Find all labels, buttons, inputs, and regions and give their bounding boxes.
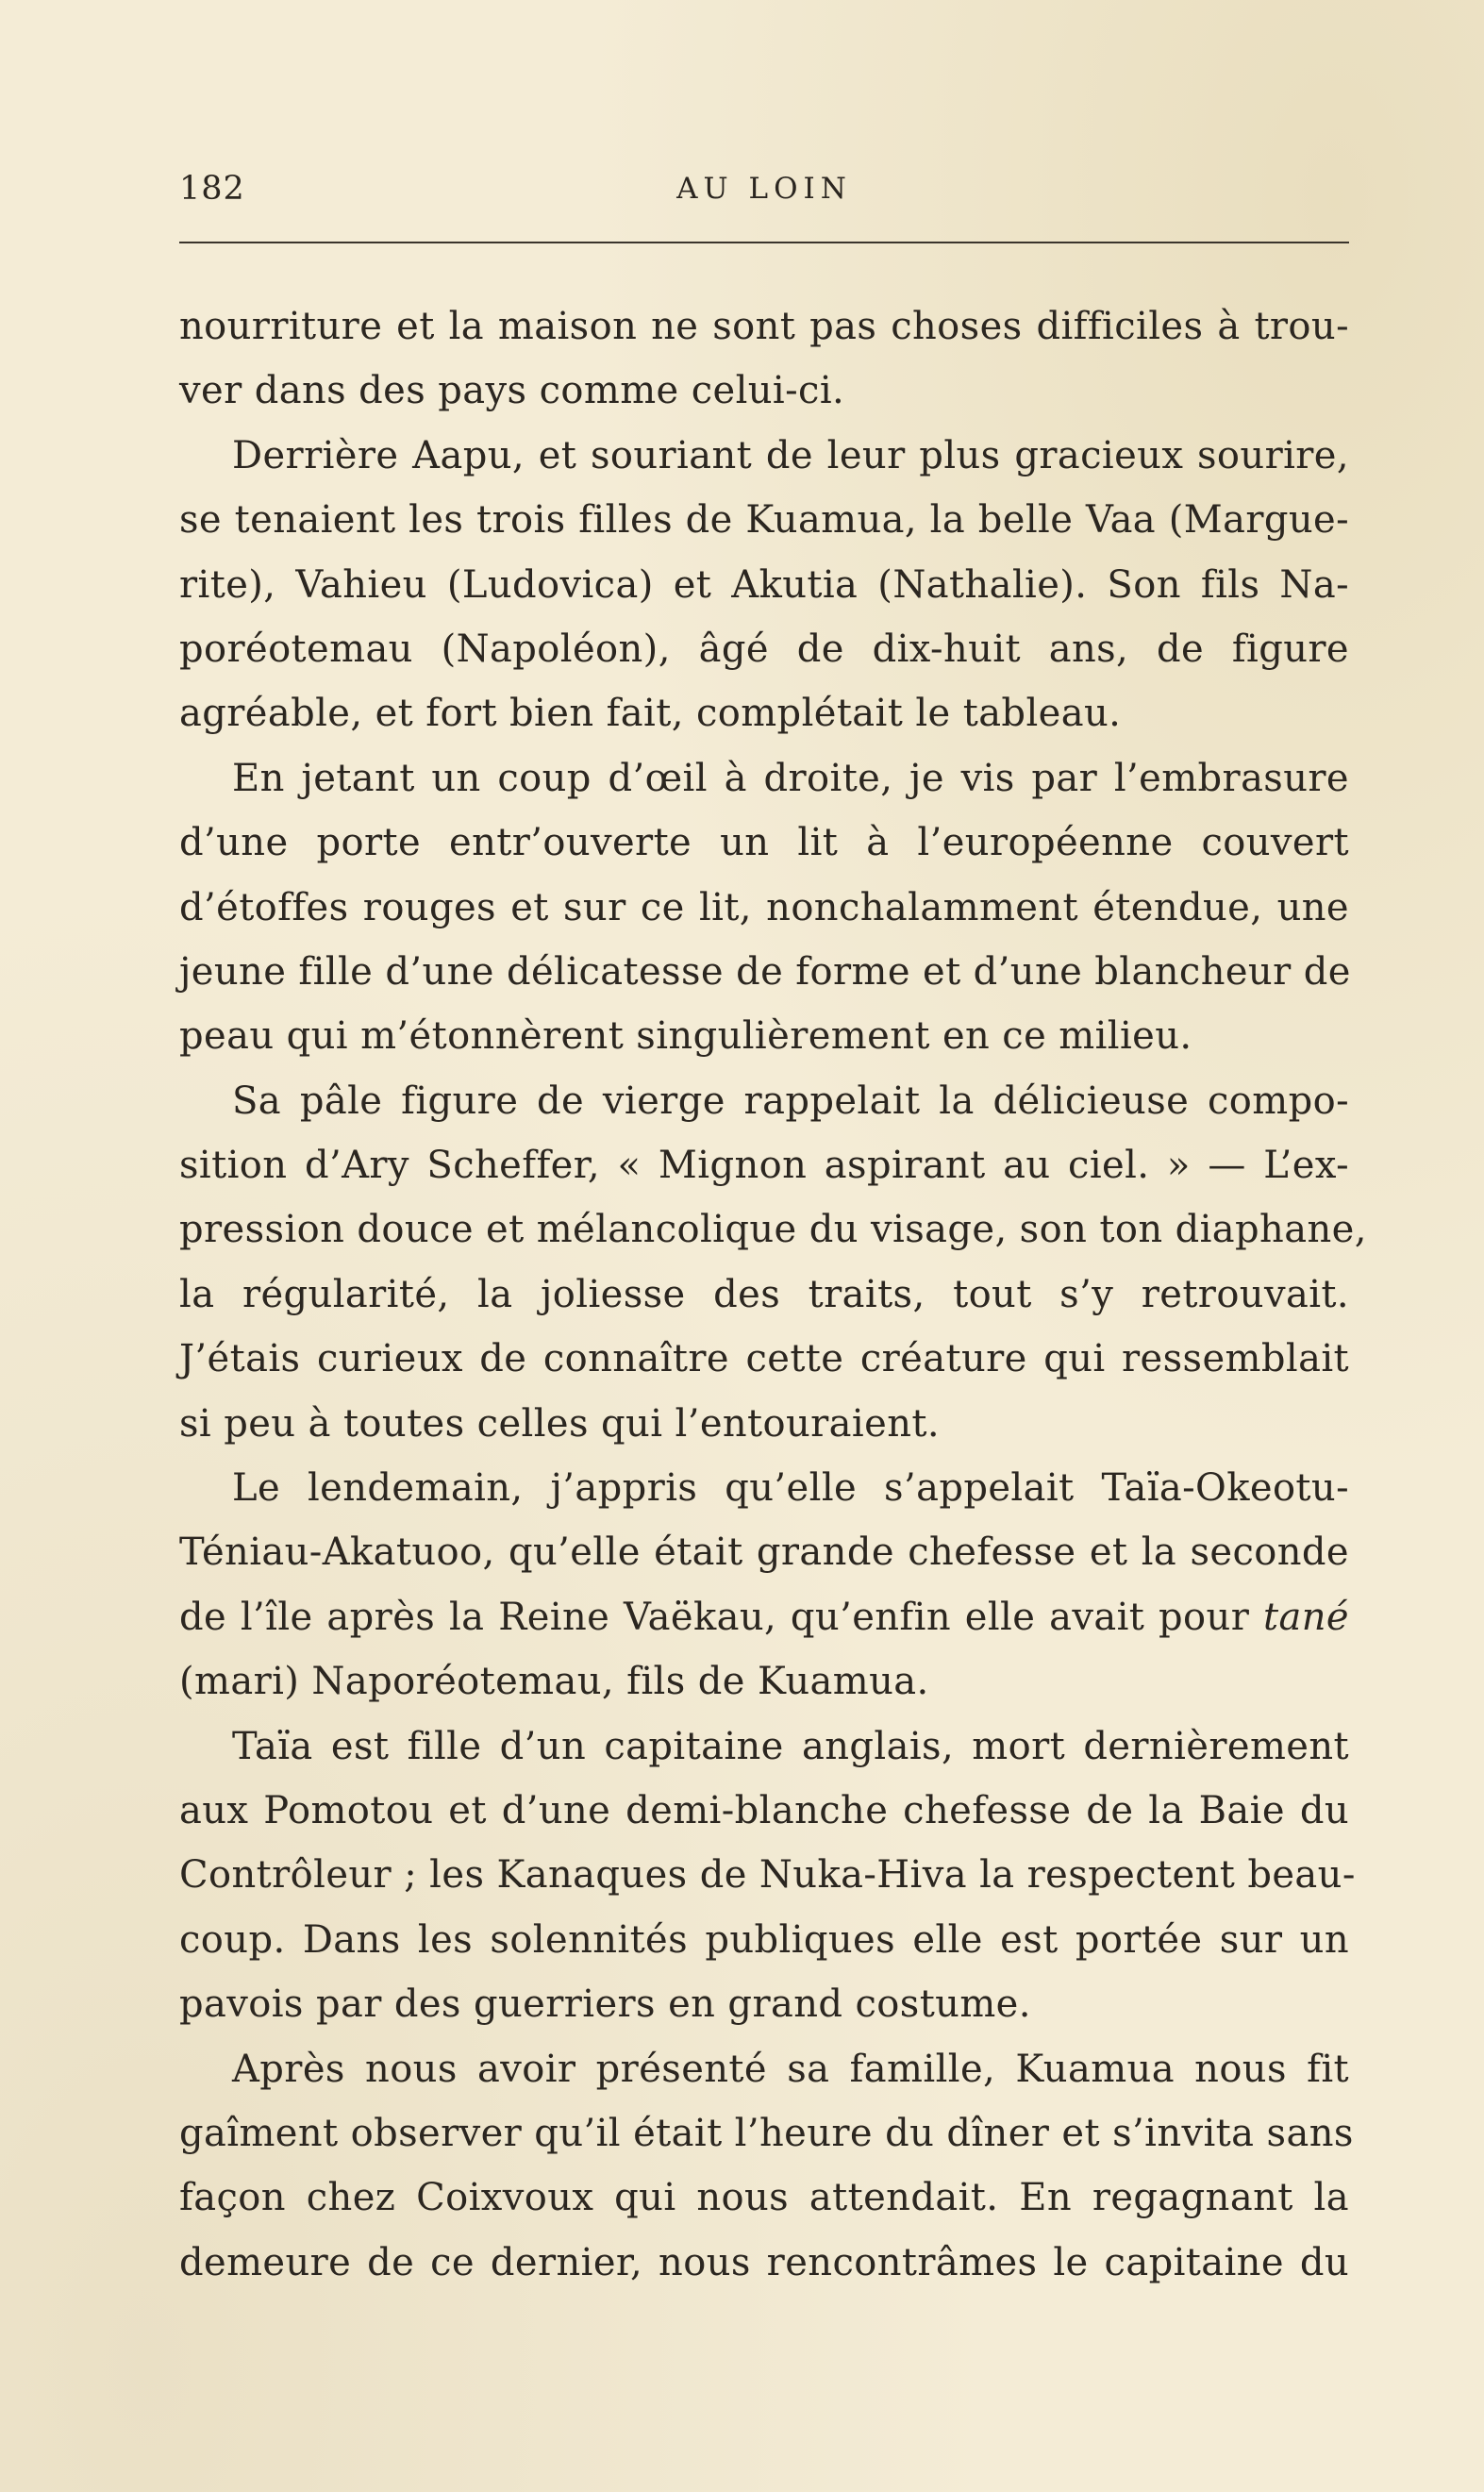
header-rule [179,242,1349,243]
text-line: peau qui m’étonnèrent singulièrement en ce milieu. [179,1014,1192,1059]
text-line: Derrière Aapu, et souriant de leur plus gracieux sourire, [232,433,1349,477]
text-line: ver dans des pays comme celui-ci. [179,369,845,413]
text-line: En jetant un coup d’œil à droite, je vis par l’embrasure [232,756,1349,800]
text-line: J’étais curieux de connaître cette créature qui ressemblait [179,1337,1349,1381]
text-line: Téniau-Akatuoo, qu’elle était grande chefesse et la seconde [179,1530,1349,1575]
text-line: nourriture et la maison ne sont pas choses difficiles à trou- [179,305,1349,348]
text-line: pavois par des guerriers en grand costume. [179,1982,1031,2027]
text-line: d’étoffes rouges et sur ce lit, nonchalamment étendue, une [179,885,1349,929]
text-line: jeune fille d’une délicatesse de forme et d’une blancheur de [179,949,1351,994]
text-line: façon chez Coixvoux qui nous attendait. En regagnant la [179,2176,1349,2220]
page-number: 182 [179,170,245,208]
running-title: AU LOIN [676,172,852,206]
text-line: rite), Vahieu (Ludovica) et Akutia (Nathalie). Son fils Na- [179,562,1349,607]
body-text [179,294,1367,2295]
text-line: Contrôleur ; les Kanaques de Nuka-Hiva la respectent beau- [179,1853,1356,1898]
text-line: gaîment observer qu’il était l’heure du dîner et s’invita sans [179,2111,1354,2155]
text-line: agréable, et fort bien fait, complétait le tableau. [179,692,1122,736]
text-line: aux Pomotou et d’une demi-blanche chefesse de la Baie du [179,1788,1349,1832]
text-segment: de l’île après la Reine Vaëkau, qu’enfin elle avait pour [179,1595,1264,1639]
text-line: si peu à toutes celles qui l’entouraient. [179,1401,940,1446]
text-line: la régularité, la joliesse des traits, tout s’y retrouvait. [179,1272,1349,1316]
text-line: poréotemau (Napoléon), âgé de dix-huit ans, de figure [179,627,1349,671]
italic-word: tané [1263,1595,1349,1639]
text-line: Après nous avoir présenté sa famille, Kuamua nous fit [232,2047,1349,2091]
text-line: d’une porte entr’ouverte un lit à l’européenne couvert [179,821,1349,865]
text-line: sition d’Ary Scheffer, « Mignon aspirant au ciel. » — L’ex- [179,1144,1349,1188]
text-line: coup. Dans les solennités publiques elle est portée sur un [179,1917,1349,1962]
text-line: Sa pâle figure de vierge rappelait la délicieuse compo- [232,1079,1349,1123]
text-line: Le lendemain, j’appris qu’elle s’appelait Taïa-Okeotu- [232,1466,1349,1511]
text-line: demeure de ce dernier, nous rencontrâmes le capitaine du [179,2240,1349,2284]
running-head [179,170,1349,217]
text-line: (mari) Naporéotemau, fils de Kuamua. [179,1660,929,1704]
text-line: pression douce et mélancolique du visage, son ton diaphane, [179,1208,1367,1252]
text-line: se tenaient les trois filles de Kuamua, la belle Vaa (Margue- [179,498,1349,543]
text-line: Taïa est fille d’un capitaine anglais, mort dernièrement [232,1724,1349,1768]
text-line [179,1585,1349,1649]
